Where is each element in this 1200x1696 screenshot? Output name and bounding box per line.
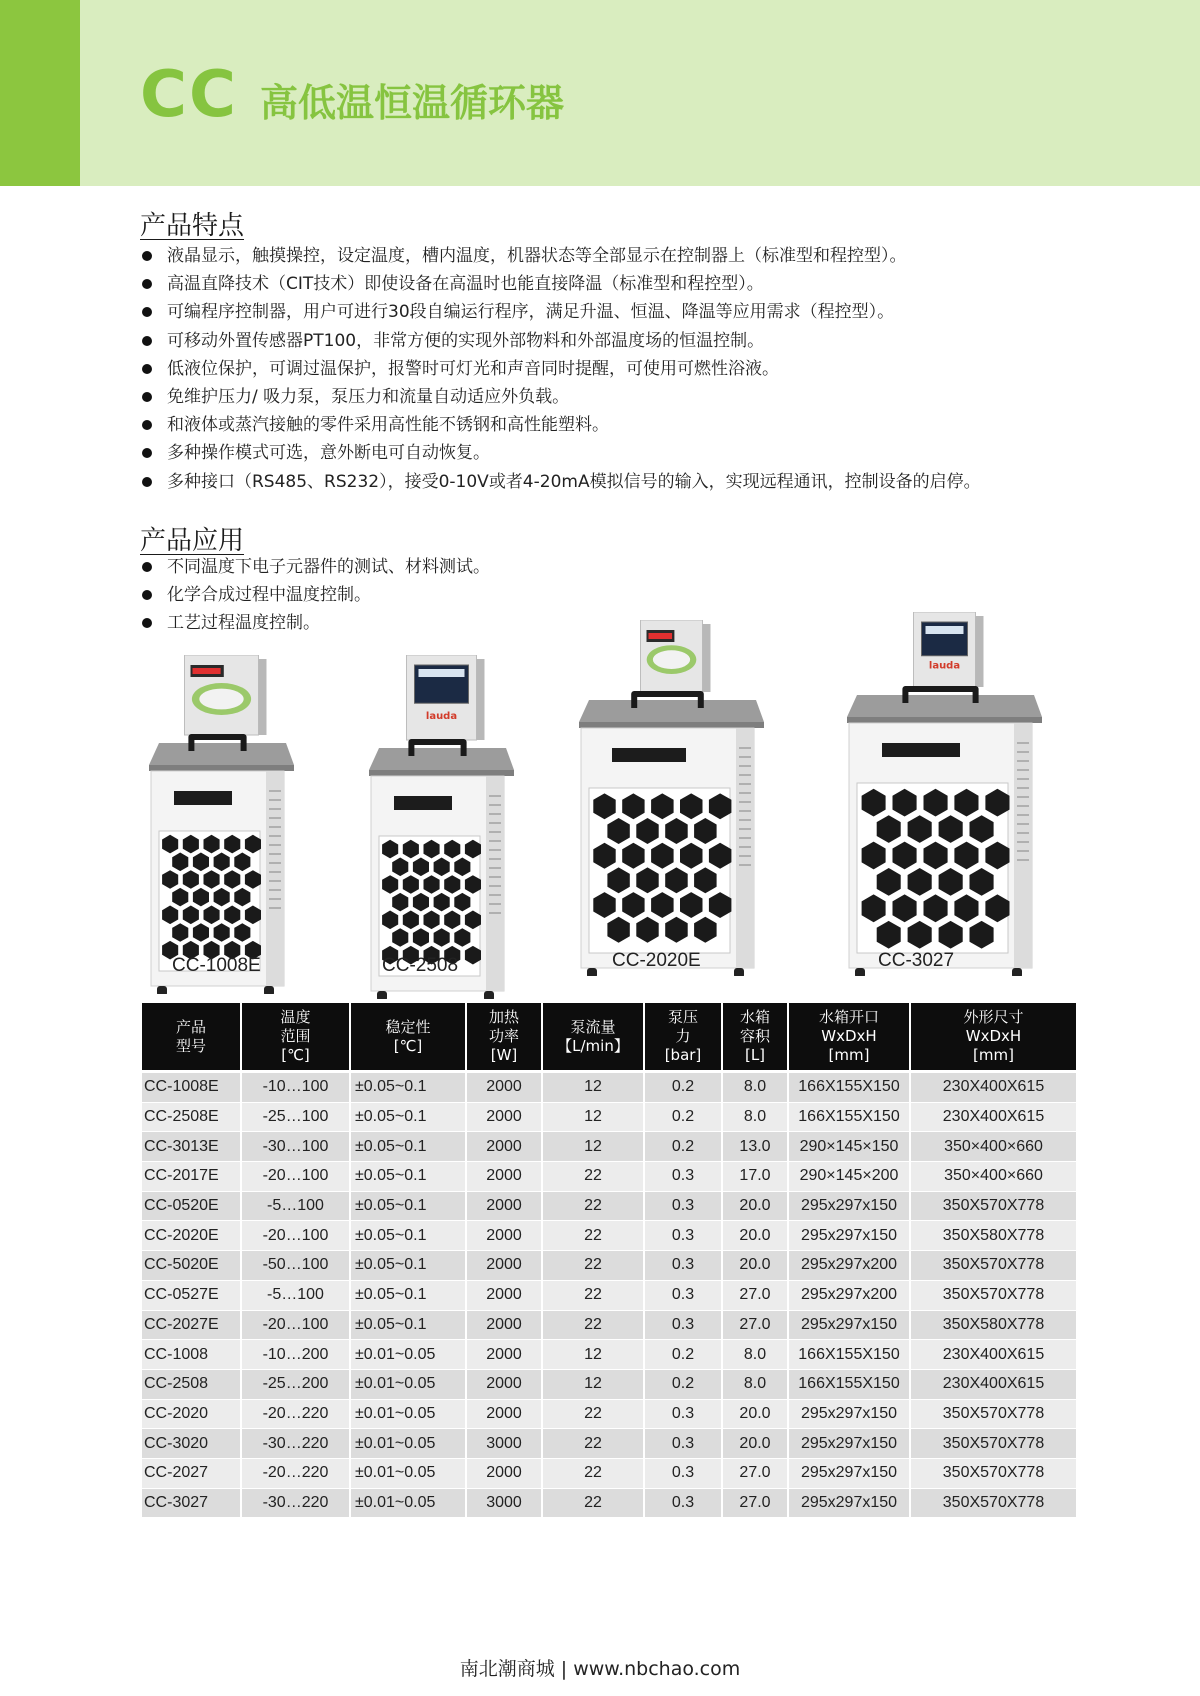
table-cell: 230X400X615: [911, 1340, 1076, 1370]
table-cell: 22: [543, 1459, 643, 1489]
table-cell: CC-2508: [142, 1370, 240, 1400]
table-cell: ±0.05~0.1: [351, 1073, 465, 1103]
table-cell: 0.3: [645, 1311, 721, 1341]
lid: [847, 695, 1042, 717]
table-cell: 2000: [467, 1370, 541, 1400]
table-cell: CC-1008: [142, 1340, 240, 1370]
table-cell: -25…200: [242, 1370, 349, 1400]
table-cell: 20.0: [723, 1251, 787, 1281]
table-cell: 12: [543, 1103, 643, 1133]
table-cell: -20…100: [242, 1311, 349, 1341]
table-cell: 350X570X778: [911, 1251, 1076, 1281]
table-cell: 27.0: [723, 1459, 787, 1489]
front-slot: [612, 748, 686, 762]
table-cell: ±0.01~0.05: [351, 1370, 465, 1400]
table-cell: 2000: [467, 1221, 541, 1251]
table-row: [142, 1340, 1076, 1370]
feature-item: 多种接口（RS485、RS232），接受0-10V或者4-20mA模拟信号的输入，实现远程通讯，控制设备的启停。: [140, 468, 1140, 496]
column-header: 温度 范围 [℃]: [242, 1003, 349, 1073]
features-heading: 产品特点: [140, 211, 245, 241]
table-cell: 27.0: [723, 1489, 787, 1519]
table-cell: 290×145×200: [789, 1162, 909, 1192]
table-cell: 2000: [467, 1073, 541, 1103]
table-cell: -30…220: [242, 1489, 349, 1519]
table-cell: 2000: [467, 1162, 541, 1192]
table-cell: 295x297x150: [789, 1459, 909, 1489]
table-cell: -10…200: [242, 1340, 349, 1370]
foot: [1012, 968, 1022, 976]
table-cell: 295x297x150: [789, 1429, 909, 1459]
table-cell: ±0.01~0.05: [351, 1340, 465, 1370]
table-cell: 295x297x150: [789, 1311, 909, 1341]
table-cell: 2000: [467, 1400, 541, 1430]
column-header: 稳定性 [℃]: [351, 1003, 465, 1073]
lid: [369, 748, 514, 770]
product-image: [145, 655, 300, 998]
table-cell: -20…100: [242, 1162, 349, 1192]
footer-text: 南北潮商城 | www.nbchao.com: [459, 1658, 741, 1680]
title-name: 高低温恒温循环器: [259, 81, 564, 125]
foot: [855, 968, 865, 976]
table-cell: 290×145×150: [789, 1132, 909, 1162]
front-slot: [174, 791, 232, 805]
spec-table: [140, 1003, 1078, 1518]
page-title: [140, 58, 564, 138]
brand-logo: lauda: [928, 660, 961, 672]
product-image: [843, 612, 1048, 980]
table-cell: 295x297x200: [789, 1281, 909, 1311]
table-cell: 20.0: [723, 1400, 787, 1430]
table-cell: 166X155X150: [789, 1103, 909, 1133]
table-row: [142, 1192, 1076, 1222]
table-cell: 0.3: [645, 1281, 721, 1311]
product-label: CC-2508: [382, 955, 459, 976]
table-cell: ±0.05~0.1: [351, 1103, 465, 1133]
table-cell: 3000: [467, 1489, 541, 1519]
table-cell: CC-2027E: [142, 1311, 240, 1341]
table-cell: CC-2027: [142, 1459, 240, 1489]
table-cell: -5…100: [242, 1192, 349, 1222]
table-row: [142, 1459, 1076, 1489]
lid: [579, 700, 764, 722]
table-cell: 0.2: [645, 1073, 721, 1103]
table-cell: -20…220: [242, 1459, 349, 1489]
table-cell: 2000: [467, 1132, 541, 1162]
table-cell: 8.0: [723, 1370, 787, 1400]
table-cell: ±0.01~0.05: [351, 1459, 465, 1489]
table-row: [142, 1251, 1076, 1281]
table-cell: 22: [543, 1400, 643, 1430]
table-cell: 350X570X778: [911, 1281, 1076, 1311]
front-slot: [882, 743, 960, 757]
thermostat-illustration: [843, 612, 1048, 976]
table-row: [142, 1132, 1076, 1162]
table-cell: 22: [543, 1489, 643, 1519]
product-image: [365, 655, 520, 1003]
table-cell: 27.0: [723, 1311, 787, 1341]
table-cell: 0.2: [645, 1132, 721, 1162]
table-cell: CC-2020: [142, 1400, 240, 1430]
table-cell: ±0.05~0.1: [351, 1162, 465, 1192]
table-cell: 20.0: [723, 1429, 787, 1459]
table-cell: 295x297x150: [789, 1489, 909, 1519]
table-cell: CC-0527E: [142, 1281, 240, 1311]
table-cell: -30…220: [242, 1429, 349, 1459]
foot: [484, 991, 494, 999]
table-row: [142, 1400, 1076, 1430]
table-cell: 350×400×660: [911, 1132, 1076, 1162]
table-row: [142, 1489, 1076, 1519]
product-label: CC-1008E: [172, 955, 261, 976]
table-cell: CC-2508E: [142, 1103, 240, 1133]
table-cell: 2000: [467, 1251, 541, 1281]
table-row: [142, 1162, 1076, 1192]
table-cell: 230X400X615: [911, 1103, 1076, 1133]
application-item: 不同温度下电子元器件的测试、材料测试。: [140, 553, 1140, 581]
applications-heading: 产品应用: [140, 526, 245, 556]
table-cell: 22: [543, 1429, 643, 1459]
table-cell: -25…100: [242, 1103, 349, 1133]
table-cell: ±0.05~0.1: [351, 1311, 465, 1341]
header-accent-bar: [0, 0, 80, 186]
table-cell: -20…100: [242, 1221, 349, 1251]
table-cell: CC-0520E: [142, 1192, 240, 1222]
table-cell: ±0.01~0.05: [351, 1400, 465, 1430]
thermostat-illustration: [145, 655, 300, 994]
foot: [734, 968, 744, 976]
product-label: CC-2020E: [612, 950, 701, 971]
table-cell: 20.0: [723, 1221, 787, 1251]
table-cell: 2000: [467, 1281, 541, 1311]
table-cell: 295x297x150: [789, 1400, 909, 1430]
feature-item: 可编程序控制器，用户可进行30段自编运行程序，满足升温、恒温、降温等应用需求（程控型）。: [140, 298, 1140, 326]
table-cell: 27.0: [723, 1281, 787, 1311]
table-cell: 230X400X615: [911, 1370, 1076, 1400]
table-cell: 2000: [467, 1311, 541, 1341]
table-cell: CC-3020: [142, 1429, 240, 1459]
table-cell: ±0.01~0.05: [351, 1429, 465, 1459]
table-header-row: [142, 1003, 1076, 1073]
column-header: 泵流量 【L/min】: [543, 1003, 643, 1073]
table-cell: CC-5020E: [142, 1251, 240, 1281]
table-cell: 22: [543, 1162, 643, 1192]
table-cell: 0.3: [645, 1489, 721, 1519]
table-cell: ±0.05~0.1: [351, 1192, 465, 1222]
feature-item: 和液体或蒸汽接触的零件采用高性能不锈钢和高性能塑料。: [140, 411, 1140, 439]
table-cell: 13.0: [723, 1132, 787, 1162]
foot: [157, 986, 167, 994]
table-cell: ±0.05~0.1: [351, 1132, 465, 1162]
features-list: [140, 242, 1140, 496]
table-cell: 350X570X778: [911, 1459, 1076, 1489]
table-cell: 17.0: [723, 1162, 787, 1192]
foot: [377, 991, 387, 999]
thermostat-illustration: [575, 620, 770, 976]
table-cell: 166X155X150: [789, 1073, 909, 1103]
feature-item: 多种操作模式可选，意外断电可自动恢复。: [140, 439, 1140, 467]
table-cell: 2000: [467, 1459, 541, 1489]
column-header: 产品 型号: [142, 1003, 240, 1073]
table-row: [142, 1073, 1076, 1103]
table-cell: 2000: [467, 1340, 541, 1370]
table-cell: CC-3027: [142, 1489, 240, 1519]
table-cell: 0.3: [645, 1400, 721, 1430]
title-code: CC: [140, 58, 238, 132]
table-cell: 2000: [467, 1103, 541, 1133]
table-cell: -30…100: [242, 1132, 349, 1162]
table-cell: 350X570X778: [911, 1192, 1076, 1222]
table-cell: 295x297x150: [789, 1192, 909, 1222]
table-cell: 0.3: [645, 1459, 721, 1489]
table-cell: 166X155X150: [789, 1370, 909, 1400]
table-cell: 22: [543, 1281, 643, 1311]
table-cell: 230X400X615: [911, 1073, 1076, 1103]
table-cell: 8.0: [723, 1103, 787, 1133]
table-cell: 0.3: [645, 1221, 721, 1251]
table-row: [142, 1221, 1076, 1251]
table-cell: 350X570X778: [911, 1429, 1076, 1459]
table-cell: ±0.01~0.05: [351, 1489, 465, 1519]
table-row: [142, 1311, 1076, 1341]
table-cell: CC-2017E: [142, 1162, 240, 1192]
application-item: 化学合成过程中温度控制。: [140, 581, 1140, 609]
table-cell: 0.3: [645, 1162, 721, 1192]
foot: [264, 986, 274, 994]
table-cell: CC-2020E: [142, 1221, 240, 1251]
table-cell: 350×400×660: [911, 1162, 1076, 1192]
table-row: [142, 1429, 1076, 1459]
application-item: 工艺过程温度控制。: [140, 609, 1140, 637]
table-cell: 0.2: [645, 1370, 721, 1400]
table-cell: 22: [543, 1251, 643, 1281]
table-cell: CC-1008E: [142, 1073, 240, 1103]
table-cell: CC-3013E: [142, 1132, 240, 1162]
table-cell: 22: [543, 1192, 643, 1222]
table-cell: 0.2: [645, 1340, 721, 1370]
table-cell: 0.3: [645, 1192, 721, 1222]
feature-item: 低液位保护，可调过温保护，报警时可灯光和声音同时提醒，可使用可燃性浴液。: [140, 355, 1140, 383]
feature-item: 高温直降技术（CIT技术）即使设备在高温时也能直接降温（标准型和程控型）。: [140, 270, 1140, 298]
column-header: 水箱 容积 [L]: [723, 1003, 787, 1073]
brand-logo: lauda: [425, 710, 458, 722]
table-cell: 295x297x150: [789, 1221, 909, 1251]
table-row: [142, 1370, 1076, 1400]
table-cell: ±0.05~0.1: [351, 1251, 465, 1281]
table-cell: ±0.05~0.1: [351, 1221, 465, 1251]
column-header: 外形尺寸 WxDxH [mm]: [911, 1003, 1076, 1073]
table-cell: 0.3: [645, 1429, 721, 1459]
table-cell: 2000: [467, 1192, 541, 1222]
table-cell: 0.2: [645, 1103, 721, 1133]
table-cell: 166X155X150: [789, 1340, 909, 1370]
feature-item: 免维护压力/ 吸力泵，泵压力和流量自动适应外负载。: [140, 383, 1140, 411]
lid: [149, 743, 294, 765]
product-label: CC-3027: [878, 950, 955, 971]
table-cell: 20.0: [723, 1192, 787, 1222]
table-cell: 8.0: [723, 1073, 787, 1103]
table-body: [142, 1073, 1076, 1518]
thermostat-illustration: [365, 655, 520, 999]
table-row: [142, 1281, 1076, 1311]
table-row: [142, 1103, 1076, 1133]
table-cell: ±0.05~0.1: [351, 1281, 465, 1311]
table-cell: 295x297x200: [789, 1251, 909, 1281]
feature-item: 可移动外置传感器PT100，非常方便的实现外部物料和外部温度场的恒温控制。: [140, 327, 1140, 355]
table-cell: -50…100: [242, 1251, 349, 1281]
table-cell: 12: [543, 1370, 643, 1400]
column-header: 水箱开口 WxDxH [mm]: [789, 1003, 909, 1073]
table-cell: -20…220: [242, 1400, 349, 1430]
table-cell: 0.3: [645, 1251, 721, 1281]
table-cell: 8.0: [723, 1340, 787, 1370]
table-cell: 22: [543, 1311, 643, 1341]
column-header: 泵压 力 [bar]: [645, 1003, 721, 1073]
table-cell: 350X570X778: [911, 1400, 1076, 1430]
feature-item: 液晶显示，触摸操控，设定温度，槽内温度，机器状态等全部显示在控制器上（标准型和程控型）。: [140, 242, 1140, 270]
foot: [587, 968, 597, 976]
table-cell: 12: [543, 1340, 643, 1370]
table-cell: 22: [543, 1221, 643, 1251]
table-cell: 3000: [467, 1429, 541, 1459]
column-header: 加热 功率 [W]: [467, 1003, 541, 1073]
table-cell: 350X580X778: [911, 1311, 1076, 1341]
table-cell: 350X570X778: [911, 1489, 1076, 1519]
front-slot: [394, 796, 452, 810]
table-cell: 12: [543, 1132, 643, 1162]
table-cell: -5…100: [242, 1281, 349, 1311]
table-cell: 350X580X778: [911, 1221, 1076, 1251]
table-cell: -10…100: [242, 1073, 349, 1103]
product-image: [575, 620, 770, 980]
table-cell: 12: [543, 1073, 643, 1103]
